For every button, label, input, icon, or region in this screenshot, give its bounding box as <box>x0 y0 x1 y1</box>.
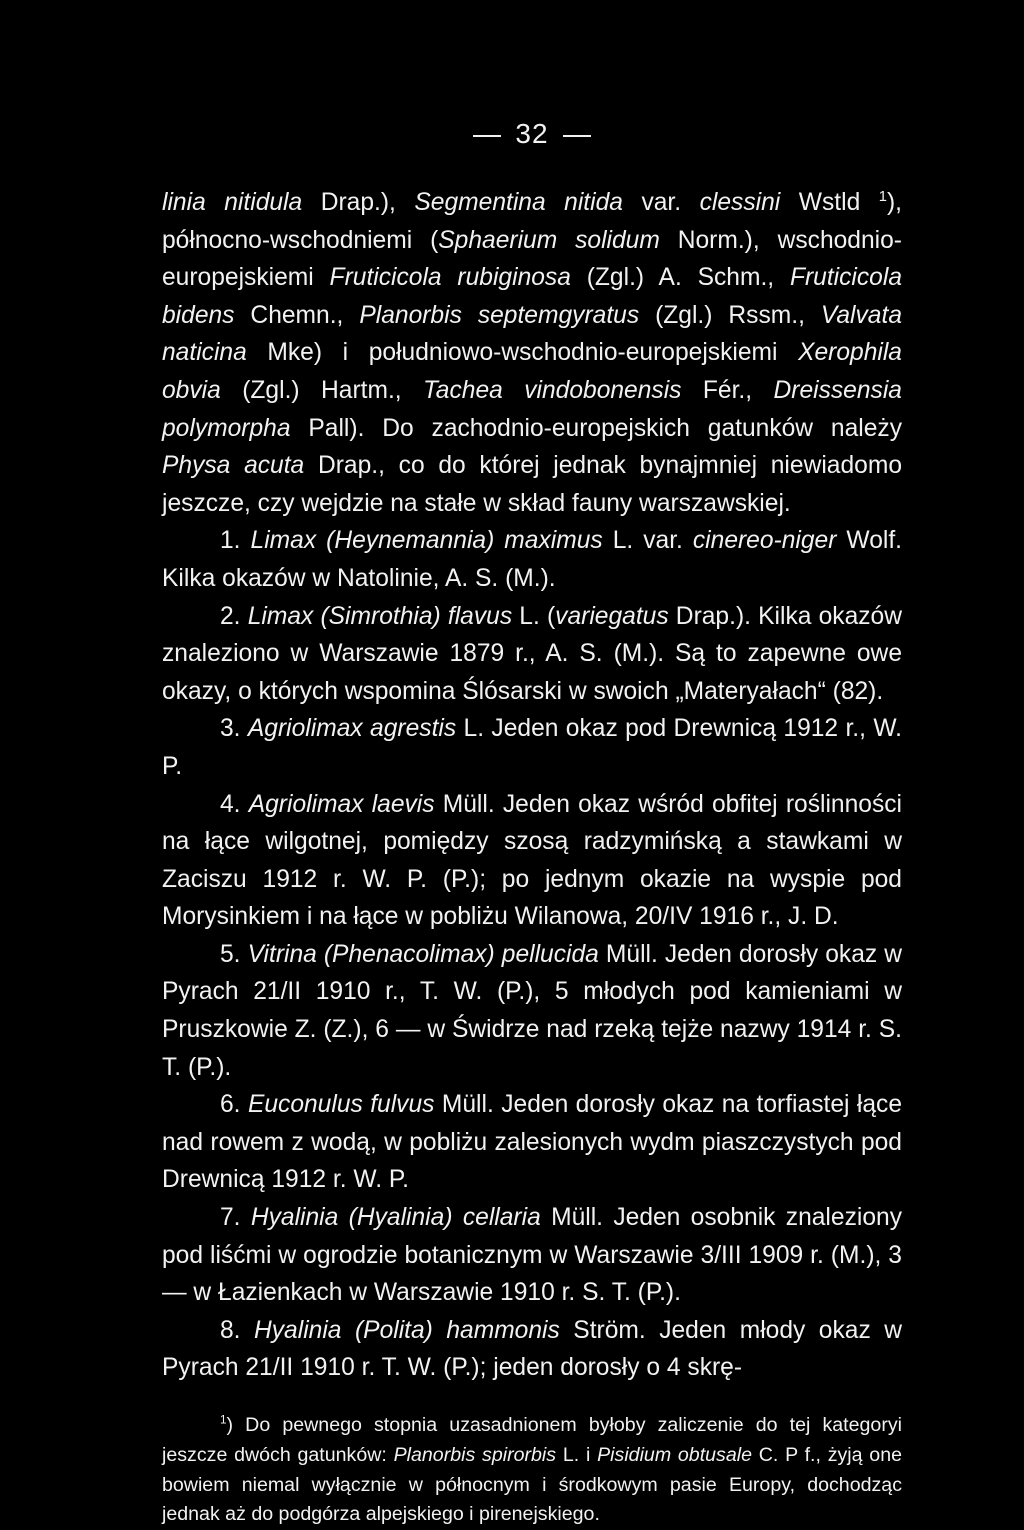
entry-number: 6. <box>220 1091 248 1119</box>
text-run: (Zgl.) Rssm., <box>639 301 821 329</box>
entry-text: Ström. Jeden młody okaz w Pyrach 21/II 1910 r. T. W. (P.); jeden dorosły o 4 skrę- <box>162 1316 902 1382</box>
text-run: Chemn., <box>234 301 360 329</box>
entry-text: Müll. Jeden dorosły okaz na torfiastej łące nad rowem z wodą, w pobliżu zalesionych wydm piaszczystych pod Drewnicą 1912 r. W. P. <box>162 1091 903 1194</box>
entry-text: Müll. Jeden osobnik znaleziony pod liśćmi w ogrodzie botanicznym w Warszawie 3/III 1909 r. (M.), 3 — w Łazienkach w Warszawie 1910 r. S. T. (P.). <box>162 1204 902 1307</box>
entry-text: L. ( <box>512 602 556 630</box>
text-run: Fér., <box>681 376 774 404</box>
entry-number: 2. <box>220 602 248 630</box>
text-run: Mke) i południowo-wschodnio-europejskiemi <box>246 339 799 367</box>
species-entry-7 <box>162 1199 902 1312</box>
species-name: Euconulus fulvus <box>247 1091 435 1119</box>
text-run: (Zgl.) A. Schm., <box>570 264 790 292</box>
footnote-text: C. P f., żyją one bowiem niemal wyłącznie w północnym i środkowym pasie Europy, dochodząc jednak aż do podgórza alpejskiego i pirenejskiego. <box>162 1443 902 1526</box>
species-entry-2 <box>162 598 902 711</box>
taxon-name: Physa acuta <box>162 452 305 480</box>
footnote-ref: 1 <box>878 188 887 205</box>
entry-text: Drap.). Kilka okazów znaleziono w Warszawie 1879 r., A. S. (M.). Są to zapewne owe okazy, o których wspomina Ślósarski w swoich „Materyałach“ (82). <box>162 602 902 705</box>
entry-number: 1. <box>220 527 251 555</box>
document-page <box>162 118 902 1530</box>
species-name: Vitrina (Phenacolimax) pellucida <box>247 940 599 968</box>
entry-text: Wolf. Kilka okazów w Natolinie, A. S. (M.). <box>162 527 903 592</box>
variety-name: cinereo-niger <box>692 527 837 555</box>
entry-text: Müll. Jeden okaz wśród obfitej roślinności na łące wilgotnej, pomiędzy szosą radzymińską a stawkami w Zaciszu 1912 r. W. P. (P.); po jednym okazie na wyspie pod Morysinkiem i na łące w pobliżu Wilanowa, 20/IV 1916 r., J. D. <box>162 790 903 931</box>
text-run: (Zgl.) Hartm., <box>220 376 424 404</box>
text-run: Wstld <box>780 189 879 216</box>
page-number-dash-left <box>473 135 501 137</box>
text-run: Norm.), wschodnio-europejskiemi <box>162 226 902 292</box>
footnotes <box>162 1411 902 1530</box>
taxon-name: Valvata naticina <box>162 301 902 367</box>
text-run: Drap., co do której jednak bynajmniej niewiadomo jeszcze, czy wejdzie na stałe w skład fauny warszawskiej. <box>162 452 902 517</box>
taxon-name: clessini <box>699 189 781 216</box>
species-entry-4 <box>162 786 902 936</box>
taxon-name: Pisidium obtusale <box>597 1443 752 1466</box>
species-name: Hyalinia (Polita) hammonis <box>254 1316 560 1344</box>
species-entry-5 <box>162 936 902 1086</box>
species-name: Hyalinia (Hyalinia) cellaria <box>250 1204 541 1232</box>
footnote-mark: 1 <box>220 1413 227 1427</box>
entry-text: L. Jeden okaz pod Drewnicą 1912 r., W. P. <box>162 715 903 780</box>
taxon-name: Fruticicola bidens <box>162 264 903 329</box>
text-run: var. <box>622 189 700 216</box>
variety-name: variegatus <box>555 602 669 630</box>
species-name: Limax (Heynemannia) maximus <box>250 527 603 555</box>
species-name: Agriolimax agrestis <box>247 715 457 743</box>
taxon-name: Planorbis septemgyratus <box>359 301 640 329</box>
entry-text: Müll. Jeden dorosły okaz w Pyrach 21/II 1910 r., T. W. (P.), 5 młodych pod kamieniami w Pruszkowie Z. (Z.), 6 — w Świdrze nad rzeką tejże nazwy 1914 r. S. T. (P.). <box>162 940 903 1081</box>
species-entry-6 <box>162 1086 902 1199</box>
entry-number: 5. <box>220 940 248 968</box>
species-entry-3 <box>162 710 902 785</box>
text-run: ), północno-wschodniemi ( <box>162 189 902 254</box>
entry-number: 8. <box>220 1316 254 1344</box>
footnote-text: ) Do pewnego stopnia uzasadnionem byłoby zaliczenie do tej kategoryi jeszcze dwóch gatunków: <box>162 1414 902 1466</box>
text-run: Pall). Do zachodnio-europejskich gatunków należy <box>290 414 902 442</box>
species-entry-1 <box>162 522 902 597</box>
entry-text: L. var. <box>602 527 693 555</box>
species-name: Limax (Simrothia) flavus <box>247 602 513 630</box>
taxon-name: Segmentina nitida <box>414 189 623 216</box>
species-name: Agriolimax laevis <box>248 790 435 818</box>
intro-paragraph <box>162 184 902 522</box>
page-number <box>162 118 902 150</box>
footnote-text: L. i <box>556 1443 598 1466</box>
page-number-dash-right <box>563 135 591 137</box>
footnote-1 <box>162 1411 902 1530</box>
entry-number: 4. <box>220 790 249 818</box>
taxon-name: Planorbis spirorbis <box>393 1443 557 1466</box>
taxon-name: Tachea vindobonensis <box>423 376 682 404</box>
taxon-name: Xerophila obvia <box>162 339 902 404</box>
page-number-value: 32 <box>515 118 549 149</box>
taxon-name: Dreissensia polymorpha <box>162 376 902 442</box>
text-run: Drap.), <box>302 189 415 216</box>
entry-number: 3. <box>220 715 248 743</box>
taxon-name: Fruticicola rubiginosa <box>329 264 571 292</box>
taxon-name: Sphaerium solidum <box>438 226 660 254</box>
taxon-name: linia nitidula <box>162 189 303 216</box>
entry-number: 7. <box>220 1204 251 1232</box>
body-text <box>162 184 902 1387</box>
species-entry-8 <box>162 1312 902 1387</box>
